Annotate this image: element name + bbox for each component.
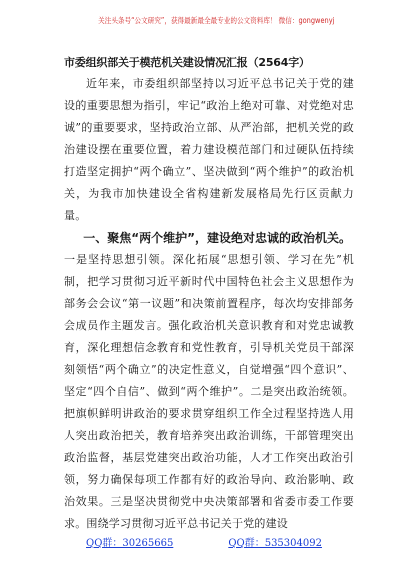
top-banner <box>26 0 406 40</box>
document-title: 市委组织部关于模范机关建设情况汇报（2564字） <box>64 56 310 69</box>
footer-qq-group-2: QQ群：535304092 <box>228 538 322 549</box>
footer <box>0 534 408 554</box>
intro-paragraph: 近年来，市委组织部坚持以习近平总书记关于党的建设的重要思想为指引，牢记“政治上绝对可靠、对党绝对忠诚”的重要要求，坚持政治立部、从严治部，把机关党的政治建设摆在重要位置，着力建设模范部门和过硬队伍持续打造坚定拥护“两个确立”、坚决做到“两个维护”的政治机关，为我市加快建设全省构建新发展格局先行区贡献力量。 <box>64 77 354 222</box>
section-heading: 一、聚焦“两个维护”，建设绝对忠诚的政治机关。 <box>83 231 351 245</box>
section-body-paragraph: 一是坚持思想引领。深化拓展“思想引领、学习在先”机制，把学习贯彻习近平新时代中国特色社会主义思想作为部务会会议“第一议题”和决策前置程序，每次均安排部务会成员作主题发言。强化政治机关意识教育和对党忠诚教育，深化理想信念教育和党性教育，引导机关党员干部深刻领悟“两个确立”的决定性意义，自觉增强“四个意识”、坚定“四个自信”、做到“两个维护”。二是突出政治统领。把旗帜鲜明讲政治的要求贯穿组织工作全过程坚持选人用人突出政治把关，教育培养突出政治训练，干部管理突出政治监督，基层党建突出政治功能，人才工作突出政治引领，努力确保每项工作都有好的政治导向、政治影响、政治效果。三是坚决贯彻党中央决策部署和省委市委工作要求。围绕学习贯彻习近平总书记关于党的建设 <box>64 253 354 530</box>
document-body <box>64 55 354 535</box>
footer-qq-group-1: QQ群：30265665 <box>86 538 174 549</box>
banner-text: 关注头条号“公文研究”，获得最新最全最专业的公文资料库！ 微信：gongwenyj <box>97 15 335 25</box>
